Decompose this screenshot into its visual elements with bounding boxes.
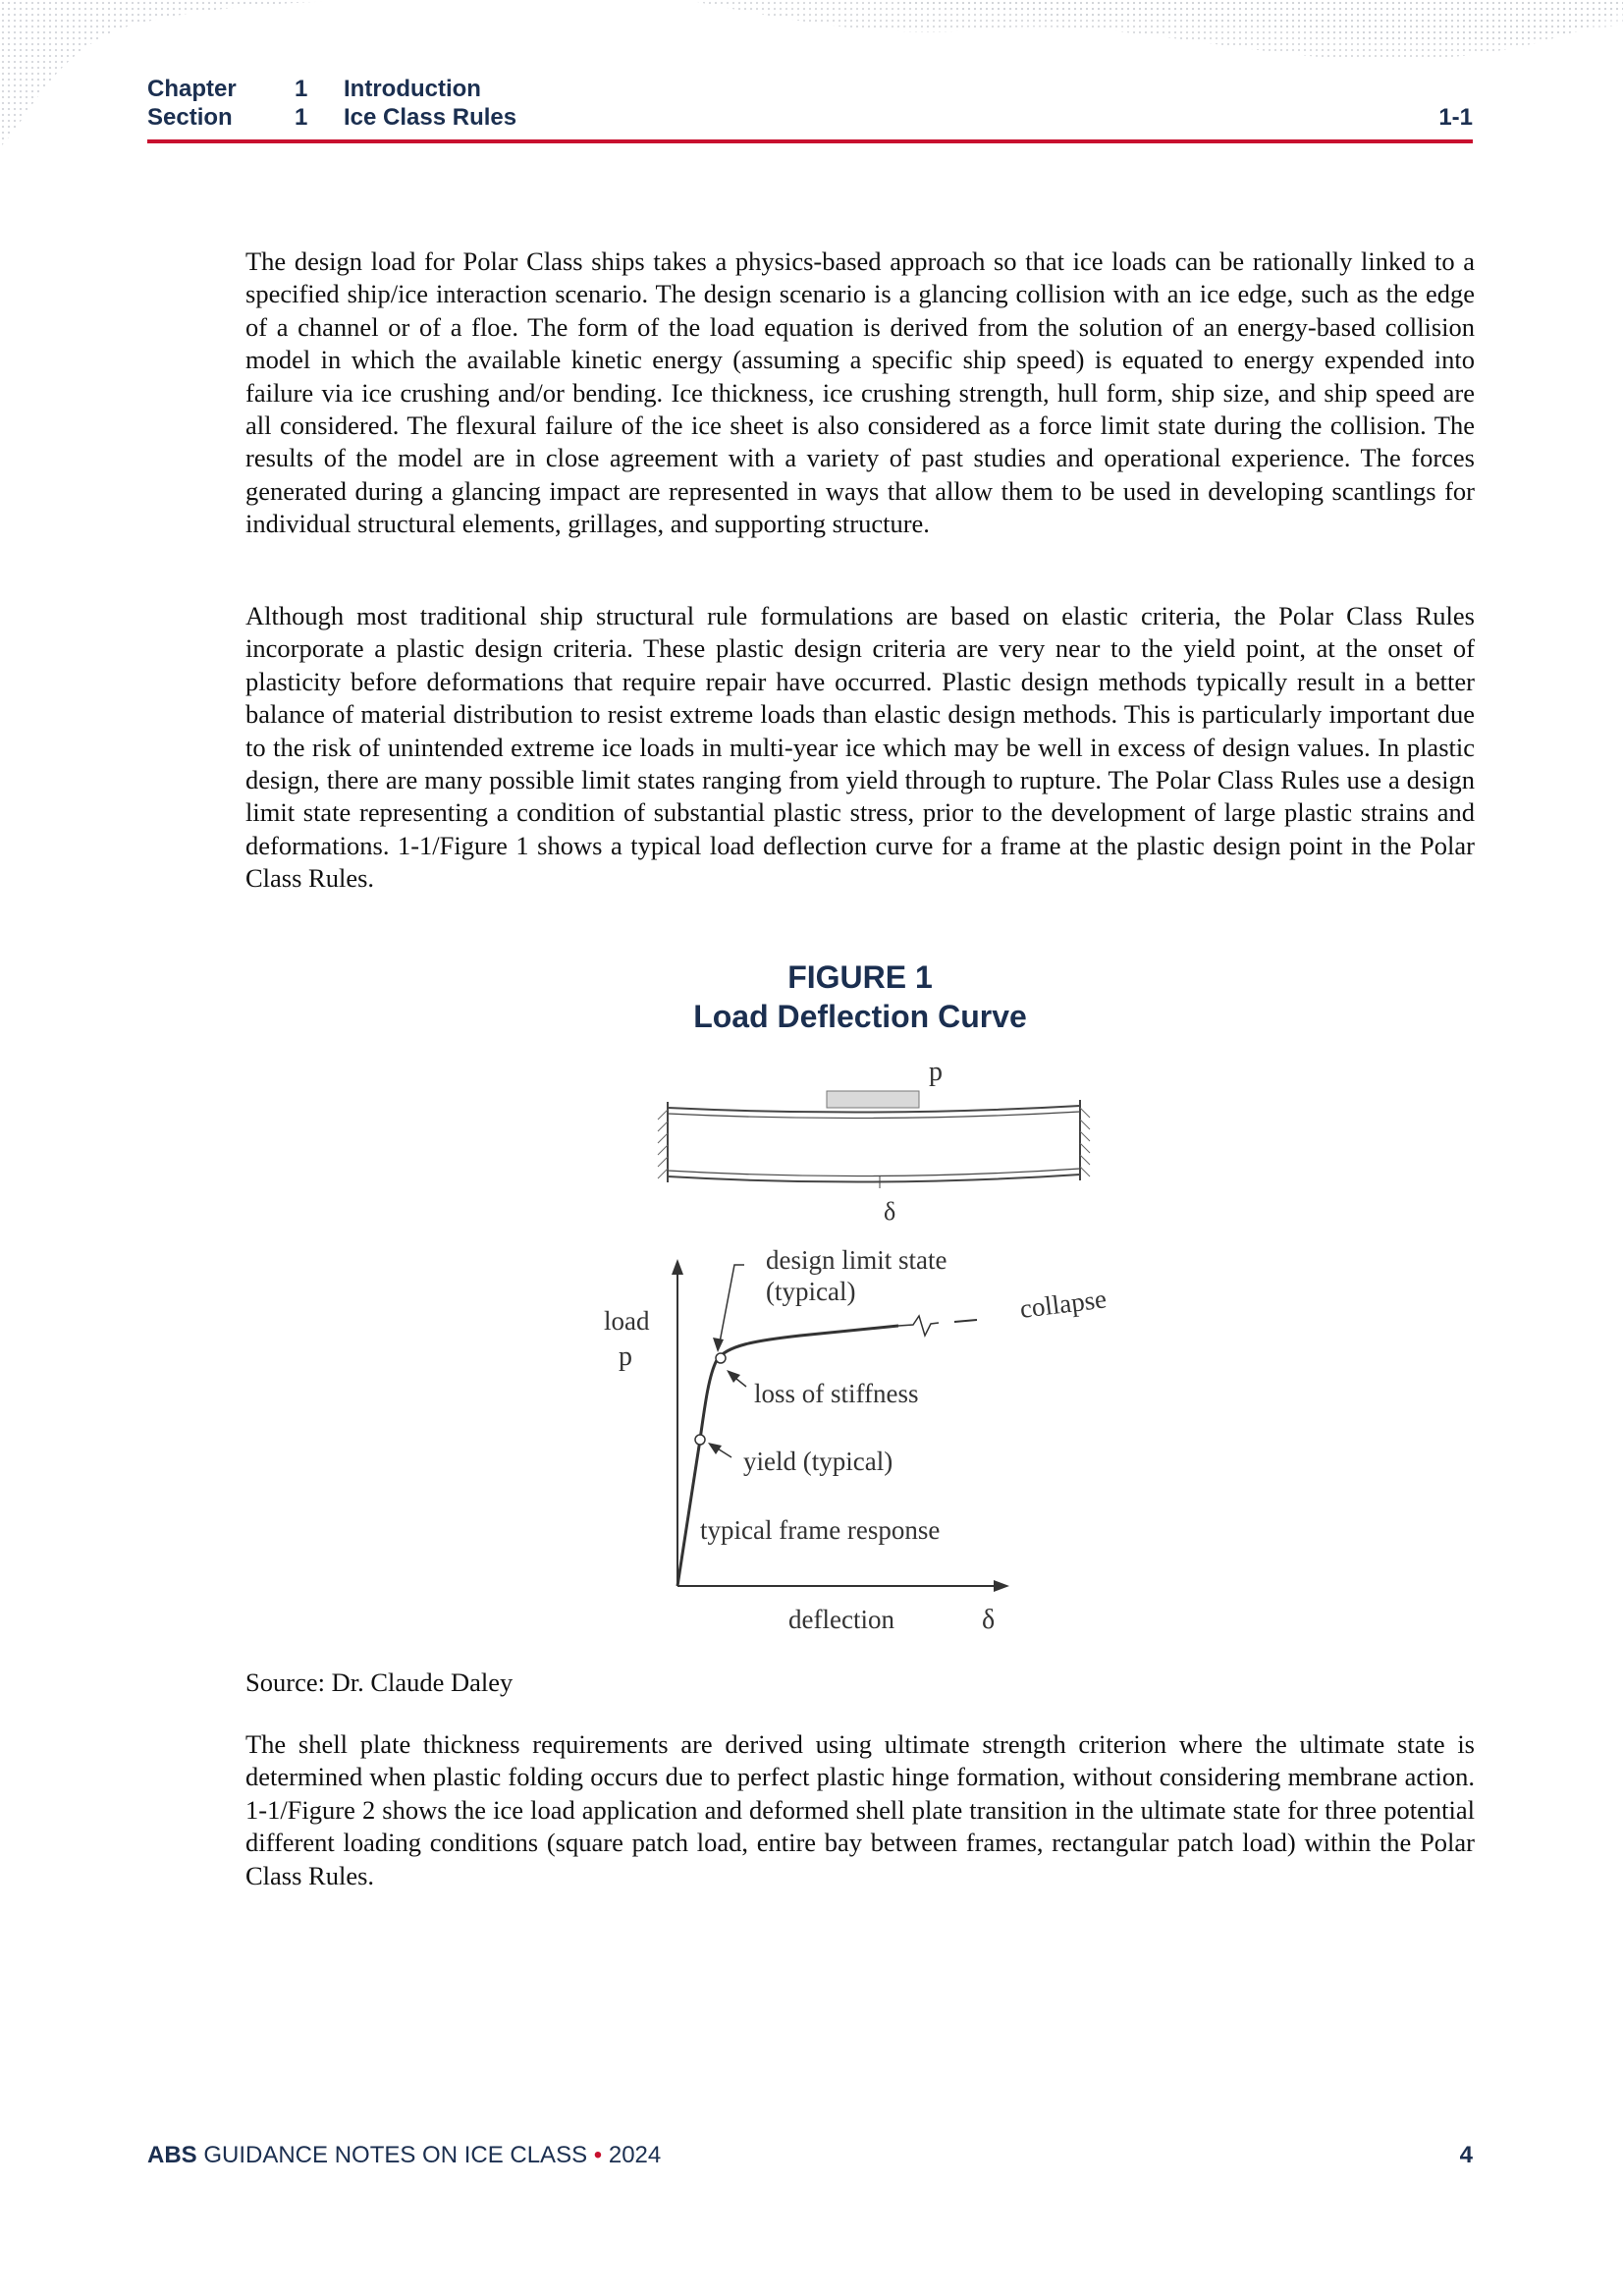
- yield-point: [695, 1435, 705, 1445]
- leader-lines: [708, 1265, 746, 1457]
- paragraph-3: The shell plate thickness requirements are derived using ultimate strength criterion where the ultimate state is determined when plastic folding occurs due to perfect plastic hinge formation, without considering membrane action. 1-1/Figure 2 shows the ice load application and deformed shell plate transition in the ultimate state for three potential different loading conditions (square patch load, entire bay between frames, rectangular patch load) within the Polar Class Rules.: [245, 1729, 1475, 1890]
- yield-arrowhead: [708, 1443, 722, 1454]
- label-yield: yield (typical): [743, 1447, 893, 1476]
- design-limit-leader: [719, 1265, 744, 1347]
- label-collapse: collapse: [1018, 1284, 1109, 1324]
- y-axis-arrow: [672, 1259, 683, 1275]
- design-limit-arrowhead: [713, 1338, 724, 1352]
- figure-source: Source: Dr. Claude Daley: [245, 1667, 514, 1697]
- footer-brand: ABS: [147, 2142, 197, 2168]
- header-rule: [147, 139, 1473, 143]
- running-header: [147, 0, 1473, 147]
- paragraph-1-block: [245, 246, 1475, 541]
- right-support-hatch: [1080, 1108, 1090, 1176]
- paragraph-1: The design load for Polar Class ships takes a physics-based approach so that ice loads can be rationally linked to a specified ship/ice interaction scenario. The design scenario is a glancing collision with an ice edge, such as the edge of a channel or of a floe. The form of the load equation is derived from the solution of an energy-based collision model in which the available kinetic energy (assuming a specific ship speed) is equated to energy expended into failure via ice crushing and/or bending. Ice thickness, ice crushing strength, hull form, ship size, and ship speed are all considered. The flexural failure of the ice sheet is also considered as a force limit state during the collision. The results of the model are in close agreement with a variety of past studies and operational experience. The forces generated during a glancing impact are represented in ways that allow them to be used in developing scantlings for individual structural elements, grillages, and supporting structure.: [245, 246, 1475, 539]
- label-loss-of-stiffness: loss of stiffness: [754, 1379, 919, 1408]
- page-number: 4: [1459, 2142, 1473, 2168]
- paragraph-2-block: [245, 600, 1475, 896]
- label-design-limit-state: design limit state: [766, 1245, 947, 1275]
- label-load: load: [604, 1306, 650, 1336]
- curve-break: [898, 1316, 939, 1336]
- label-design-limit-typical: (typical): [766, 1277, 856, 1306]
- label-p-axis: p: [619, 1341, 632, 1372]
- design-limit-point: [716, 1353, 726, 1363]
- figure-title: Load Deflection Curve: [693, 999, 1027, 1034]
- figure-number: FIGURE 1: [787, 959, 933, 995]
- footer-title: GUIDANCE NOTES ON ICE CLASS: [203, 2142, 588, 2168]
- label-deflection: deflection: [788, 1605, 894, 1634]
- beam-lower-inner: [668, 1169, 1080, 1176]
- section-ref: 1-1: [1438, 104, 1473, 131]
- section-title: Ice Class Rules: [344, 104, 517, 131]
- load-deflection-figure: [589, 1051, 1139, 1640]
- paragraph-2: Although most traditional ship structural rule formulations are based on elastic criteria, the Polar Class Rules incorporate a plastic design criteria. These plastic design criteria are very near to the yield point, at the onset of plasticity before deformations that require repair have occurred. Plastic design methods typically result in a better balance of material distribution to resist extreme loads than elastic design methods. This is particularly important due to the risk of unintended extreme ice loads in multi-year ice which may be well in excess of design values. In plastic design, there are many possible limit states ranging from yield through to rupture. The Polar Class Rules use a design limit state representing a condition of substantial plastic stress, prior to the development of large plastic strains and deformations. 1-1/Figure 1 shows a typical load deflection curve for a frame at the plastic design point in the Polar Class Rules.: [245, 601, 1475, 894]
- load-patch: [827, 1091, 919, 1108]
- chapter-number: 1: [295, 76, 308, 102]
- collapse-dash: [954, 1320, 977, 1322]
- label-delta-top: δ: [884, 1197, 896, 1226]
- section-label: Section: [147, 104, 233, 131]
- label-typical-frame-response: typical frame response: [700, 1515, 941, 1545]
- footer-year: 2024: [608, 2142, 662, 2168]
- left-support-hatch: [658, 1110, 668, 1178]
- label-p-top: p: [929, 1057, 943, 1087]
- section-number: 1: [295, 104, 308, 131]
- chapter-title: Introduction: [344, 76, 481, 102]
- paragraph-3-block: [245, 1728, 1475, 1892]
- chapter-label: Chapter: [147, 76, 237, 102]
- label-delta-axis: δ: [982, 1605, 996, 1635]
- page-footer: [147, 2139, 1473, 2172]
- beam-diagram: [658, 1091, 1090, 1188]
- footer-separator: •: [593, 2142, 603, 2168]
- x-axis-arrow: [994, 1580, 1009, 1592]
